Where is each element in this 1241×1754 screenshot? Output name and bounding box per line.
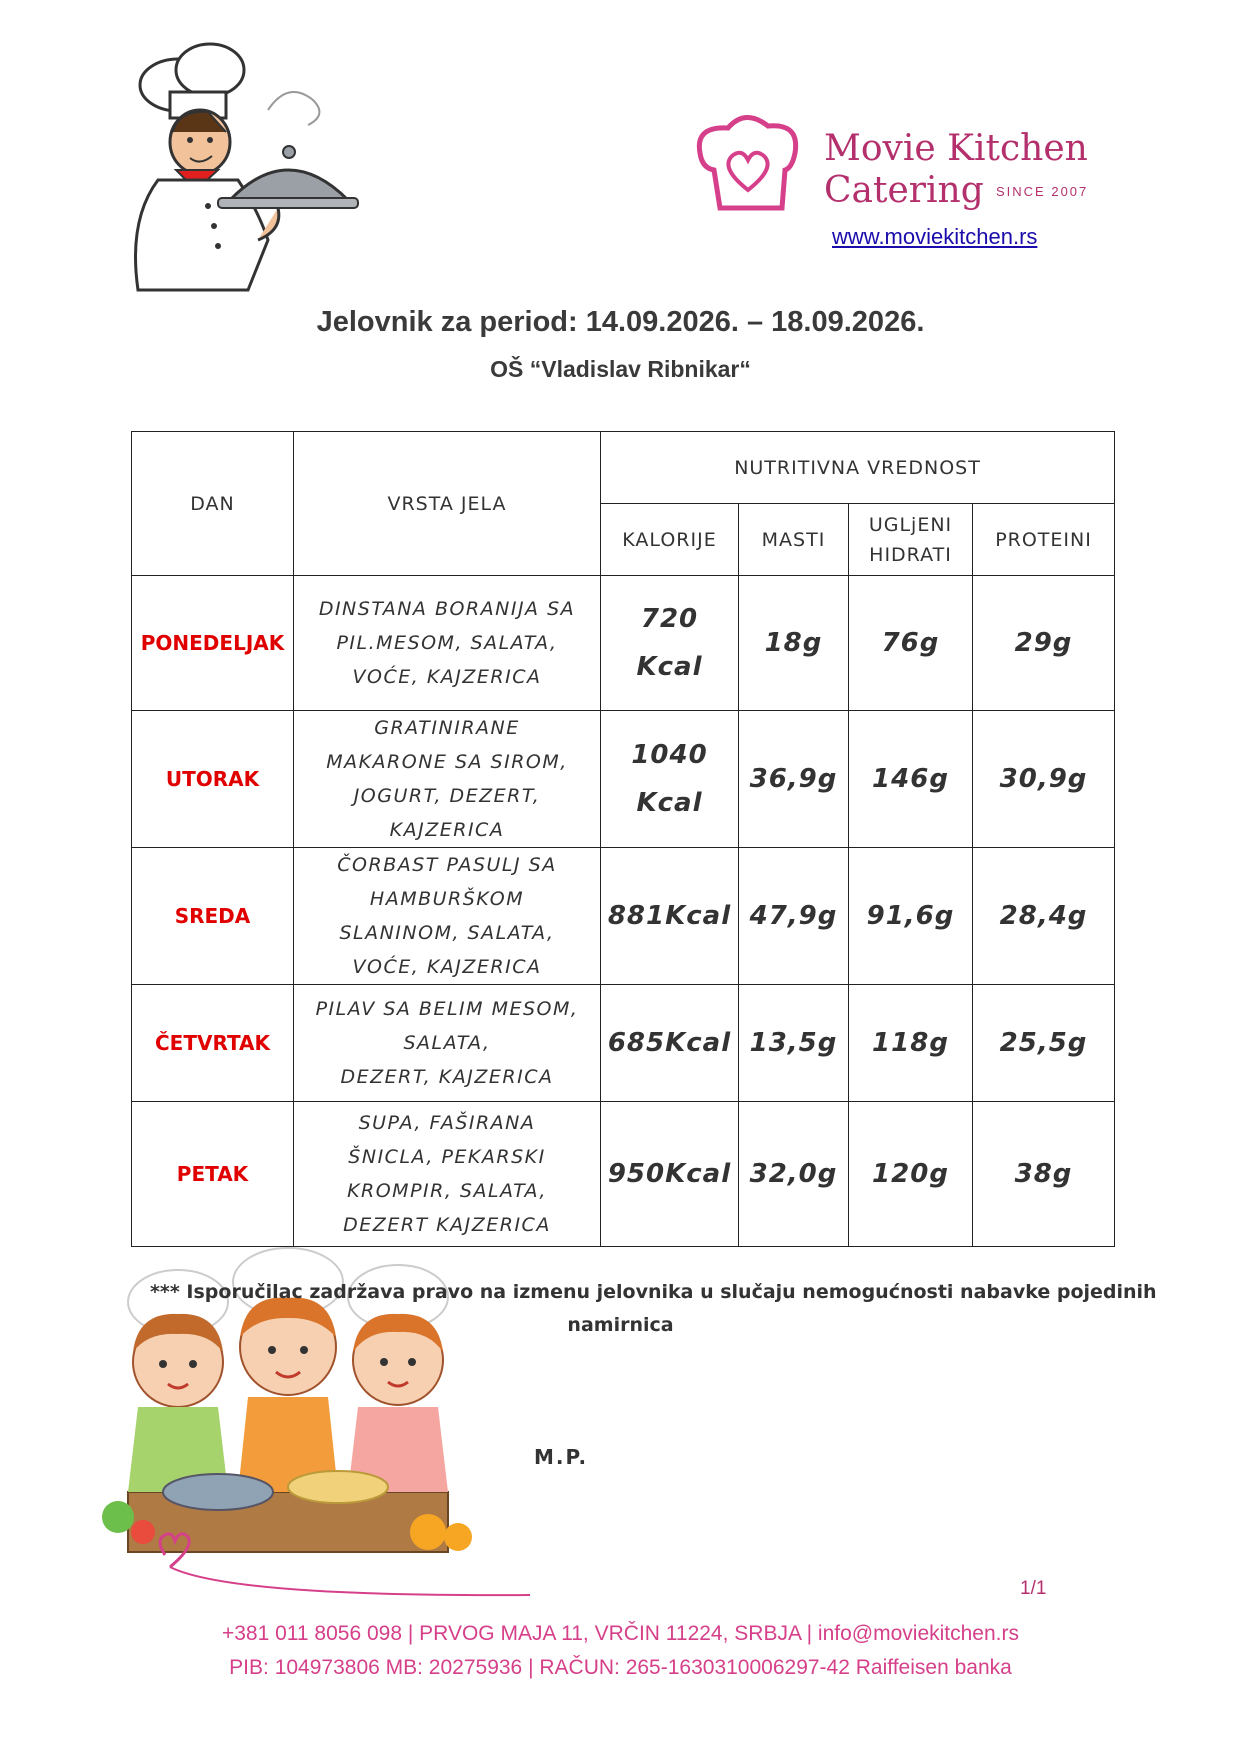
dish-cell [294, 985, 601, 1102]
calories-unit: Kcal [636, 652, 703, 682]
dish-line: ŠNICLA, PEKARSKI [348, 1146, 546, 1168]
fat-cell: 32,0g [739, 1102, 849, 1247]
header-carbs [849, 504, 973, 576]
header-fat: MASTI [739, 504, 849, 576]
page-number: 1/1 [1020, 1578, 1047, 1599]
dish-line: SUPA, FAŠIRANA [358, 1112, 536, 1134]
dish-line: ČORBAST PASULJ SA [337, 854, 557, 876]
header-carbs-line2: HIDRATI [869, 543, 952, 566]
day-cell: UTORAK [132, 711, 294, 848]
table-header-row [132, 432, 1115, 504]
fat-cell: 13,5g [739, 985, 849, 1102]
school-name: OŠ “Vladislav Ribnikar“ [490, 356, 751, 382]
logo-subname: Catering [824, 170, 984, 211]
dish-cell [294, 576, 601, 711]
footer-company-info: PIB: 104973806 MB: 20275936 | RAČUN: 265-1630310006297-42 Raiffeisen banka [229, 1656, 1012, 1679]
fat-cell: 47,9g [739, 848, 849, 985]
header-carbs-line1: UGLjENI [868, 513, 953, 536]
calories-cell: 881Kcal [601, 848, 739, 985]
website-link[interactable]: www.moviekitchen.rs [832, 224, 1038, 249]
dish-line: MAKARONE SA SIROM, [326, 751, 568, 773]
dish-line: VOĆE, KAJZERICA [352, 956, 542, 978]
carbs-cell: 120g [849, 1102, 973, 1247]
calories-cell [601, 576, 739, 711]
table-row [132, 985, 1115, 1102]
dish-cell [294, 711, 601, 848]
dish-line: KAJZERICA [389, 819, 505, 841]
table-row [132, 848, 1115, 985]
dish-line: DINSTANA BORANIJA SA [318, 598, 576, 620]
fat-cell: 18g [739, 576, 849, 711]
dish-line: DEZERT, KAJZERICA [340, 1066, 554, 1088]
protein-cell: 25,5g [973, 985, 1115, 1102]
dish-line: JOGURT, DEZERT, [353, 785, 541, 807]
table-row [132, 711, 1115, 848]
calories-unit: Kcal [636, 788, 703, 818]
calories-value: 1040 [631, 740, 708, 770]
calories-cell [601, 711, 739, 848]
carbs-cell: 76g [849, 576, 973, 711]
protein-cell: 38g [973, 1102, 1115, 1247]
footer-contact: +381 011 8056 098 | PRVOG MAJA 11, VRČIN 11224, SRBJA | info@moviekitchen.rs [221, 1622, 1019, 1645]
table-row [132, 1102, 1115, 1247]
dish-cell [294, 1102, 601, 1247]
dish-line: KROMPIR, SALATA, [347, 1180, 547, 1202]
dish-line: DEZERT KAJZERICA [343, 1214, 551, 1236]
calories-cell: 950Kcal [601, 1102, 739, 1247]
stamp-label: M.P. [534, 1445, 589, 1469]
chef-illustration [118, 40, 374, 298]
carbs-cell: 118g [849, 985, 973, 1102]
menu-table [131, 431, 1115, 1247]
logo-name: Movie Kitchen [824, 128, 1088, 169]
carbs-cell: 146g [849, 711, 973, 848]
page-title: Jelovnik za period: 14.09.2026. – 18.09.2026. [316, 306, 925, 338]
carbs-cell: 91,6g [849, 848, 973, 985]
dish-line: GRATINIRANE [374, 717, 520, 739]
header-calories: KALORIJE [601, 504, 739, 576]
header-nutrition: NUTRITIVNA VREDNOST [601, 432, 1115, 504]
header-protein: PROTEINI [973, 504, 1115, 576]
protein-cell: 30,9g [973, 711, 1115, 848]
logo-since: SINCE 2007 [996, 184, 1089, 199]
disclaimer-line1: *** Isporučilac zadržava pravo na izmenu jelovnika u slučaju nemogućnosti nabavke pojedinih [150, 1281, 1157, 1303]
header-dish: VRSTA JELA [294, 432, 601, 576]
day-cell: SREDA [132, 848, 294, 985]
table-row [132, 576, 1115, 711]
protein-cell: 28,4g [973, 848, 1115, 985]
dish-line: VOĆE, KAJZERICA [352, 666, 542, 688]
calories-cell: 685Kcal [601, 985, 739, 1102]
dish-line: PIL.MESOM, SALATA, [336, 632, 558, 654]
calories-value: 720 [640, 604, 699, 634]
day-cell: ČETVRTAK [132, 985, 294, 1102]
day-cell: PETAK [132, 1102, 294, 1247]
dish-line: SALATA, [403, 1032, 491, 1054]
dish-line: PILAV SA BELIM MESOM, [315, 998, 579, 1020]
fat-cell: 36,9g [739, 711, 849, 848]
dish-cell [294, 848, 601, 985]
day-cell: PONEDELJAK [132, 576, 294, 711]
header-day: DAN [132, 432, 294, 576]
protein-cell: 29g [973, 576, 1115, 711]
heart-line-decoration [150, 1525, 540, 1605]
dish-line: SLANINOM, SALATA, [339, 922, 555, 944]
disclaimer-line2: namirnica [567, 1314, 674, 1336]
dish-line: HAMBURŠKOM [369, 888, 525, 910]
